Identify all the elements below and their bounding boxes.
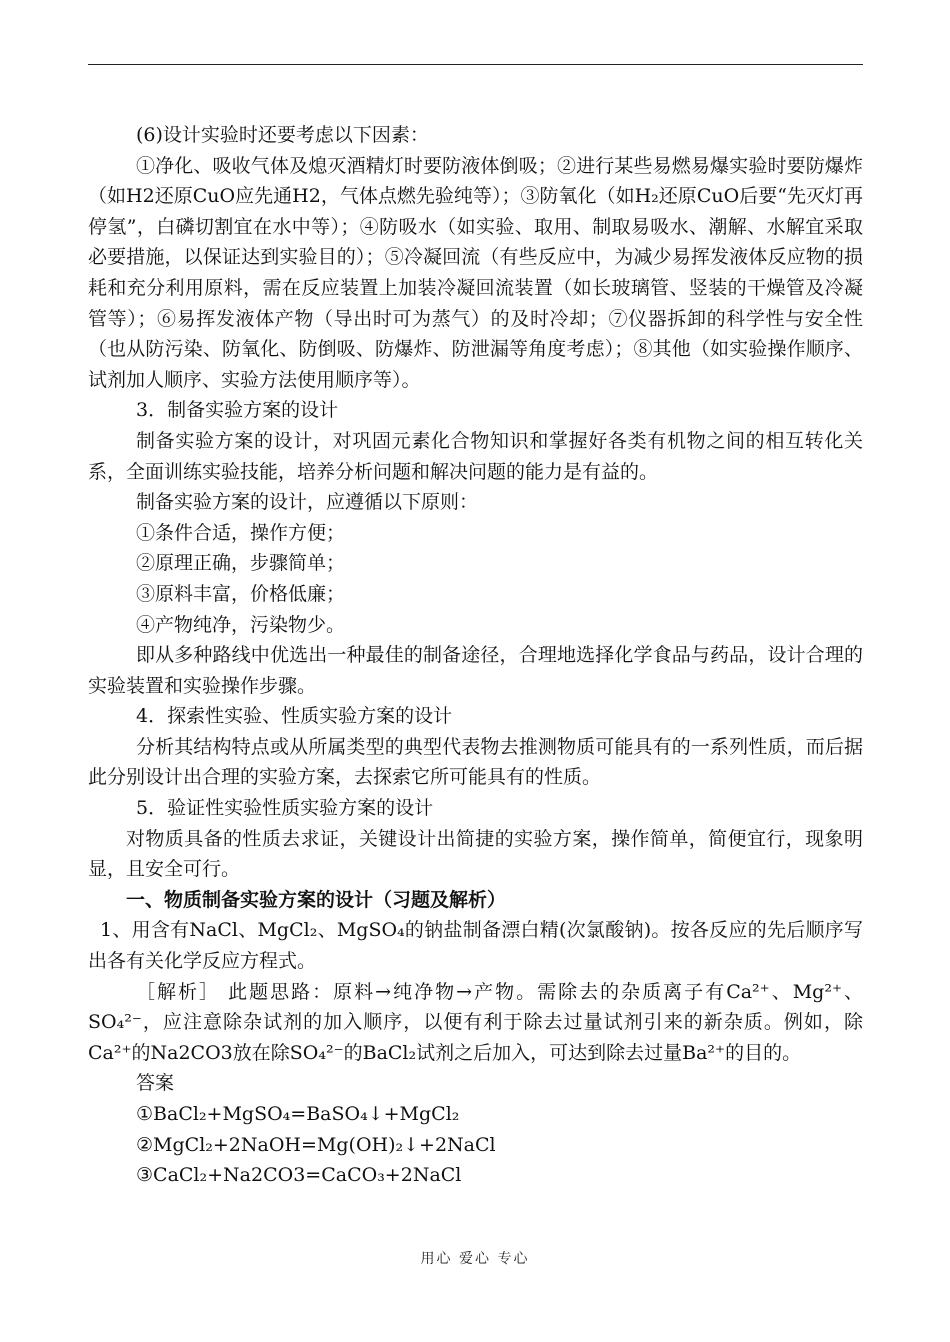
header-rule	[88, 64, 863, 65]
principle-4: ④产物纯净，污染物少。	[136, 613, 346, 636]
section-4-heading: 4．探索性实验、性质实验方案的设计	[136, 705, 453, 728]
section-5-heading: 5．验证性实验性质实验方案的设计	[136, 797, 434, 820]
document-body	[88, 120, 863, 1191]
equation-1: ①BaCl₂+MgSO₄=BaSO₄↓+MgCl₂	[136, 1103, 460, 1125]
principle-1: ①条件合适，操作方便；	[136, 521, 346, 544]
equation-2: ②MgCl₂+2NaOH=Mg(OH)₂↓+2NaCl	[136, 1133, 496, 1156]
factors-heading: (6)设计实验时还要考虑以下因素：	[136, 124, 429, 146]
exercise-heading: 一、物质制备实验方案的设计（习题及解析）	[126, 888, 507, 911]
analysis: ［解析］ 此题思路：原料→纯净物→产物。需除去的杂质离子有Ca²⁺、Mg²⁺、SO₄²⁻，应注意除杂试剂的加入顺序，以便有利于除去过量试剂引来的新杂质。例如，除Ca²⁺的Na2CO3放在除SO₄²⁻的BaCl₂试剂之后加入，可达到除去过量Ba²⁺的目的。	[88, 980, 863, 1064]
section-4-body: 分析其结构特点或从所属类型的典型代表物去推测物质可能具有的一系列性质，而后据此分别设计出合理的实验方案，去探索它所可能具有的性质。	[88, 735, 863, 789]
principle-3: ③原料丰富，价格低廉；	[136, 582, 346, 605]
section-3-intro: 制备实验方案的设计，对巩固元素化合物知识和掌握好各类有机物之间的相互转化关系，全面训练实验技能，培养分析问题和解决问题的能力是有益的。	[88, 429, 863, 483]
principle-2: ②原理正确，步骤简单；	[136, 552, 346, 575]
principles-heading: 制备实验方案的设计，应遵循以下原则：	[136, 491, 479, 514]
equation-3: ③CaCl₂+Na2CO3=CaCO₃+2NaCl	[136, 1164, 462, 1187]
section-3-heading: 3．制备实验方案的设计	[136, 399, 339, 422]
principles-summary: 即从多种路线中优选出一种最佳的制备途径，合理地选择化学食品与药品，设计合理的实验装置和实验操作步骤。	[88, 644, 863, 697]
question-1: 1、用含有NaCl、MgCl₂、MgSO₄的钠盐制备漂白精(次氯酸钠)。按各反应的先后顺序写出各有关化学反应方程式。	[88, 919, 863, 973]
factors-list: ①净化、吸收气体及熄灭酒精灯时要防液体倒吸；②进行某些易燃易爆实验时要防爆炸（如H2还原CuO应先通H2，气体点燃先验纯等）；③防氧化（如H₂还原CuO后要“先灭灯再停氢”，白磷切割宜在水中等）；④防吸水（如实验、取用、制取易吸水、潮解、水解宜采取必要措施，以保证达到实验目的）；⑤冷凝回流（有些反应中，为减少易挥发液体反应物的损耗和充分利用原料，需在反应装置上加装冷凝回流装置（如长玻璃管、竖装的干燥管及冷凝管等）；⑥易挥发液体产物（导出时可为蒸气）的及时冷却；⑦仪器拆卸的科学性与安全性（也从防污染、防氧化、防倒吸、防爆炸、防泄漏等角度考虑）；⑧其他（如实验操作顺序、试剂加人顺序、实验方法使用顺序等）。	[88, 154, 863, 391]
answer-label: 答案	[136, 1072, 175, 1095]
section-5-body: 对物质具备的性质去求证，关键设计出简捷的实验方案，操作简单，简便宜行，现象明显，且安全可行。	[88, 827, 863, 881]
page-footer: 用心 爱心 专心	[420, 1251, 530, 1267]
